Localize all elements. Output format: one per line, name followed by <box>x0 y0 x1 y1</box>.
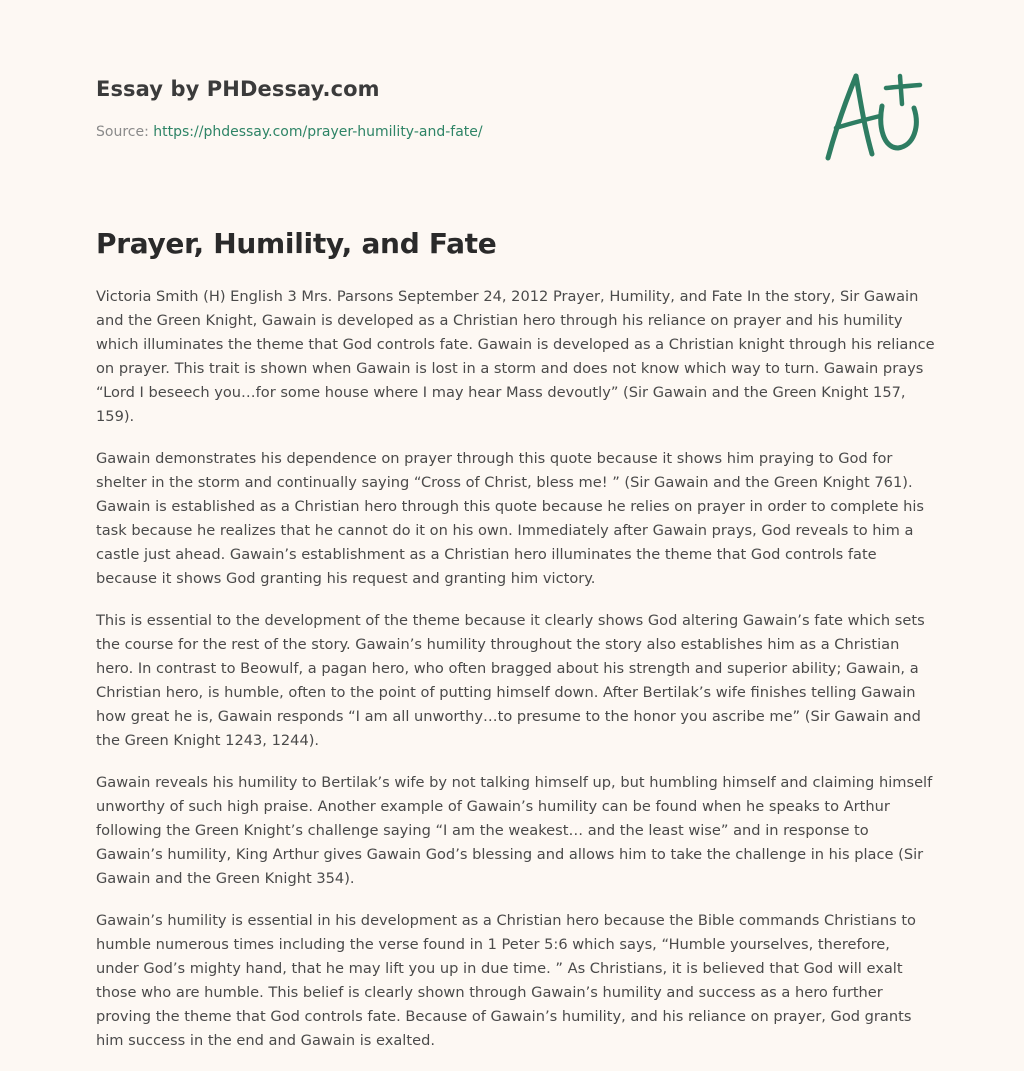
site-header <box>96 74 796 142</box>
source-label: Source: <box>96 124 149 140</box>
essay-body <box>96 285 936 1071</box>
source-line <box>96 122 796 142</box>
essay-paragraph: Gawain reveals his humility to Bertilak’s wife by not talking himself up, but humbling himself and claiming himself unworthy of such high praise. Another example of Gawain’s humility can be found when he speaks to Arthur following the Green Knight’s challenge saying “I am the weakest… and the least wise” and in response to Gawain’s humility, King Arthur gives Gawain God’s blessing and allows him to take the challenge in his place (Sir Gawain and the Green Knight 354). <box>96 774 933 887</box>
a-plus-logo-icon <box>820 66 930 166</box>
essay-paragraph: Victoria Smith (H) English 3 Mrs. Parsons September 24, 2012 Prayer, Humility, and Fate In the story, Sir Gawain and the Green Knight, Gawain is developed as a Christian hero through his reliance on prayer and his humility which illuminates the theme that God controls fate. Gawain is developed as a Christian knight through his reliance on prayer. This trait is shown when Gawain is lost in a storm and does not know which way to turn. Gawain prays “Lord I beseech you…for some house where I may hear Mass devoutly” (Sir Gawain and the Green Knight 157, 159). <box>96 288 935 425</box>
essay-paragraph: Gawain demonstrates his dependence on prayer through this quote because it shows him praying to God for shelter in the storm and continually saying “Cross of Christ, bless me! ” (Sir Gawain and the Green Knight 761). Gawain is established as a Christian hero through this quote because he relies on prayer in order to complete his task because he realizes that he cannot do it on his own. Immediately after Gawain prays, God reveals to him a castle just ahead. Gawain’s establishment as a Christian hero illuminates the theme that God controls fate because it shows God granting his request and granting him victory. <box>96 450 925 587</box>
essay-paragraph: This is essential to the development of the theme because it clearly shows God altering Gawain’s fate which sets the course for the rest of the story. Gawain’s humility throughout the story also establishes him as a Christian hero. In contrast to Beowulf, a pagan hero, who often bragged about his strength and superior ability; Gawain, a Christian hero, is humble, often to the point of putting himself down. After Bertilak’s wife finishes telling Gawain how great he is, Gawain responds “I am all unworthy…to presume to the honor you ascribe me” (Sir Gawain and the Green Knight 1243, 1244). <box>96 612 925 749</box>
essay-title: Prayer, Humility, and Fate <box>96 227 497 260</box>
essay-paragraph: Gawain’s humility is essential in his development as a Christian hero because the Bible commands Christians to humble numerous times including the verse found in 1 Peter 5:6 which says, “Humble yourselves, therefore, under God’s mighty hand, that he may lift you up in due time. ” As Christians, it is believed that God will exalt those who are humble. This belief is clearly shown through Gawain’s humility and success as a hero further proving the theme that God controls fate. Because of Gawain’s humility, and his reliance on prayer, God grants him success in the end and Gawain is exalted. <box>96 912 916 1049</box>
site-title: Essay by PHDessay.com <box>96 77 380 101</box>
source-link[interactable]: https://phdessay.com/prayer-humility-and-fate/ <box>153 124 483 140</box>
